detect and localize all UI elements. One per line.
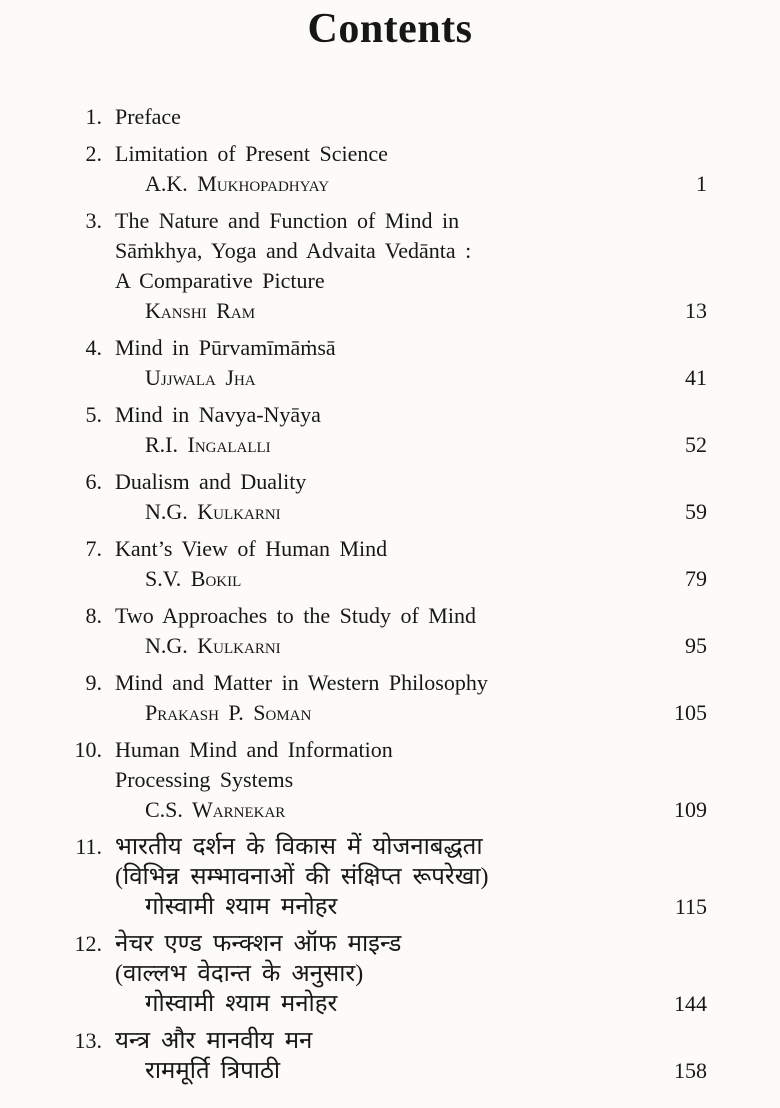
entry-title-line: यन्त्र और मानवीय मन bbox=[115, 1028, 313, 1055]
entry-author: S.V. Bokil bbox=[145, 566, 242, 592]
entry-author: गोस्वामी श्याम मनोहर bbox=[145, 991, 338, 1018]
entry-title-line: Limitation of Present Science bbox=[115, 141, 388, 167]
toc-entry bbox=[70, 400, 707, 460]
entry-title-line: भारतीय दर्शन के विकास में योजनाबद्धता bbox=[115, 834, 483, 861]
entry-title-line: A Comparative Picture bbox=[115, 268, 325, 294]
entry-page-number: 109 bbox=[674, 797, 707, 823]
entry-author: राममूर्ति त्रिपाठी bbox=[145, 1058, 281, 1085]
toc-entry bbox=[70, 206, 707, 326]
entry-body bbox=[115, 139, 653, 199]
entry-body bbox=[115, 832, 653, 922]
entry-body bbox=[115, 735, 653, 825]
entry-title-line: The Nature and Function of Mind in bbox=[115, 208, 460, 234]
entry-title-line: Dualism and Duality bbox=[115, 469, 307, 495]
toc-entry bbox=[70, 102, 707, 132]
toc-list bbox=[0, 102, 780, 1086]
entry-author: C.S. Warnekar bbox=[145, 797, 286, 823]
toc-entry bbox=[70, 467, 707, 527]
entry-body bbox=[115, 601, 653, 661]
entry-author: Prakash P. Soman bbox=[145, 700, 312, 726]
toc-entry bbox=[70, 735, 707, 825]
entry-page-number: 1 bbox=[696, 171, 707, 197]
entry-page-number: 59 bbox=[685, 499, 707, 525]
toc-entry bbox=[70, 668, 707, 728]
toc-entry bbox=[70, 601, 707, 661]
entry-body bbox=[115, 668, 653, 728]
toc-entry bbox=[70, 1026, 707, 1086]
entry-number: 4. bbox=[85, 335, 102, 361]
entry-title-line: Human Mind and Information bbox=[115, 737, 393, 763]
toc-entry bbox=[70, 534, 707, 594]
entry-number: 6. bbox=[85, 469, 102, 495]
entry-title-line: Two Approaches to the Study of Mind bbox=[115, 603, 476, 629]
entry-body bbox=[115, 467, 653, 527]
entry-body bbox=[115, 333, 653, 393]
entry-page-number: 52 bbox=[685, 432, 707, 458]
entry-title-line: (विभिन्न सम्भावनाओं की संक्षिप्त रूपरेखा) bbox=[115, 864, 489, 891]
entry-body bbox=[115, 102, 653, 132]
toc-entry bbox=[70, 832, 707, 922]
entry-title-line: नेचर एण्ड फन्क्शन ऑफ माइन्ड bbox=[115, 931, 402, 958]
entry-title-line: Sāṁkhya, Yoga and Advaita Vedānta : bbox=[115, 238, 472, 264]
entry-title-line: Preface bbox=[115, 104, 181, 130]
entry-page-number: 41 bbox=[685, 365, 707, 391]
toc-entry bbox=[70, 333, 707, 393]
entry-body bbox=[115, 400, 653, 460]
entry-body bbox=[115, 1026, 653, 1086]
entry-number: 8. bbox=[85, 603, 102, 629]
entry-author: Ujjwala Jha bbox=[145, 365, 256, 391]
entry-page-number: 115 bbox=[674, 894, 707, 920]
entry-author: A.K. Mukhopadhyay bbox=[145, 171, 330, 197]
entry-page-number: 105 bbox=[674, 700, 707, 726]
entry-author: गोस्वामी श्याम मनोहर bbox=[145, 894, 338, 921]
entry-body bbox=[115, 534, 653, 594]
entry-page-number: 95 bbox=[685, 633, 707, 659]
entry-title-line: Mind and Matter in Western Philosophy bbox=[115, 670, 488, 696]
entry-number: 12. bbox=[74, 931, 102, 957]
entry-number: 5. bbox=[85, 402, 102, 428]
entry-title-line: Processing Systems bbox=[115, 767, 294, 793]
page-title: Contents bbox=[307, 6, 473, 52]
entry-author: N.G. Kulkarni bbox=[145, 499, 281, 525]
entry-number: 3. bbox=[85, 208, 102, 234]
entry-number: 2. bbox=[85, 141, 102, 167]
entry-body bbox=[115, 206, 653, 326]
entry-page-number: 158 bbox=[674, 1058, 707, 1084]
entry-page-number: 79 bbox=[685, 566, 707, 592]
entry-number: 9. bbox=[85, 670, 102, 696]
entry-number: 11. bbox=[75, 834, 102, 860]
entry-number: 7. bbox=[85, 536, 102, 562]
entry-author: Kanshi Ram bbox=[145, 298, 256, 324]
entry-number: 10. bbox=[74, 737, 102, 763]
toc-entry bbox=[70, 139, 707, 199]
entry-title-line: (वाल्लभ वेदान्त के अनुसार) bbox=[115, 961, 364, 988]
entry-page-number: 144 bbox=[674, 991, 707, 1017]
entry-author: R.I. Ingalalli bbox=[145, 432, 271, 458]
entry-number: 13. bbox=[74, 1028, 102, 1054]
entry-title-line: Kant’s View of Human Mind bbox=[115, 536, 388, 562]
entry-author: N.G. Kulkarni bbox=[145, 633, 281, 659]
entry-title-line: Mind in Navya-Nyāya bbox=[115, 402, 321, 428]
entry-page-number: 13 bbox=[685, 298, 707, 324]
entry-number: 1. bbox=[85, 104, 102, 130]
entry-body bbox=[115, 929, 653, 1019]
entry-title-line: Mind in Pūrvamīmāṁsā bbox=[115, 335, 336, 361]
toc-entry bbox=[70, 929, 707, 1019]
